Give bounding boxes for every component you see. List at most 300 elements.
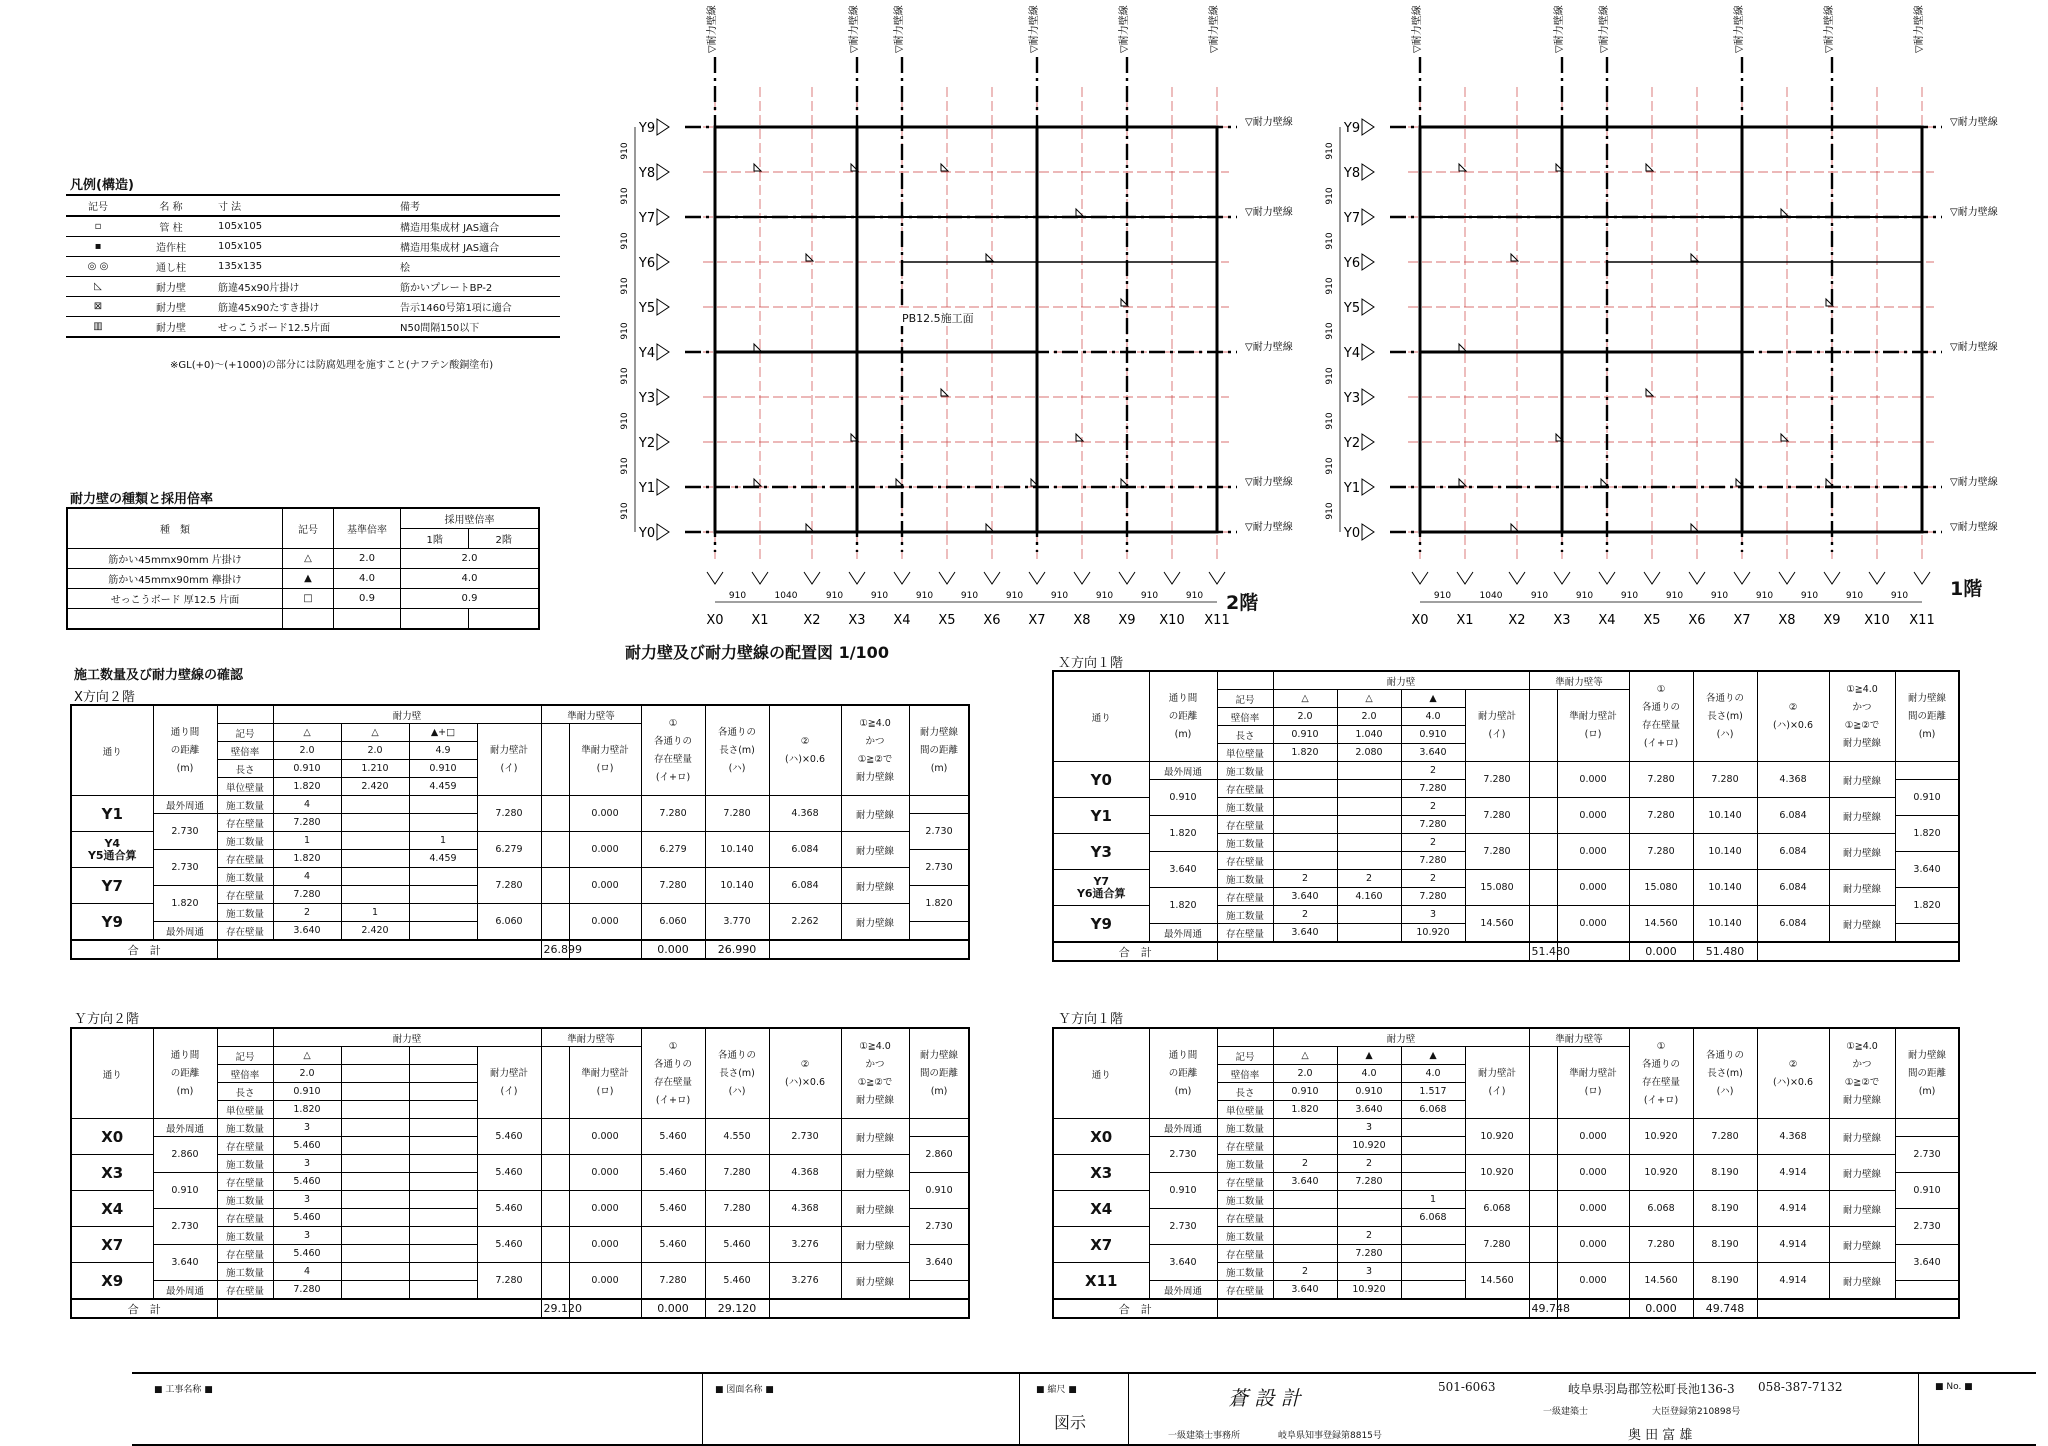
required-value: 6.084 bbox=[769, 832, 841, 868]
calc-table-y1 bbox=[1052, 1027, 1960, 1319]
exist-part bbox=[1337, 852, 1401, 870]
header-between-line: 耐力壁線 bbox=[1908, 1049, 1947, 1061]
header-sum-line: (イ) bbox=[500, 762, 518, 774]
header-required-line: ② bbox=[800, 735, 810, 747]
exist-value: 5.460 bbox=[641, 1191, 705, 1227]
sum-value: 5.460 bbox=[477, 1227, 541, 1263]
exist-part: 10.920 bbox=[1337, 1137, 1401, 1155]
header-length-line: (ハ) bbox=[728, 762, 746, 774]
edge-label: 最外周通 bbox=[153, 1281, 217, 1300]
total-semi: 0.000 bbox=[1629, 1299, 1693, 1318]
count-value: 2 bbox=[1401, 798, 1465, 816]
between-blank bbox=[1895, 762, 1959, 780]
tb-no-label: ■ No. ■ bbox=[1935, 1382, 1973, 1392]
header-distance-line: (m) bbox=[176, 1085, 194, 1097]
total-row bbox=[71, 1299, 969, 1318]
semi-value: 0.000 bbox=[569, 904, 641, 941]
street-name bbox=[1053, 798, 1149, 834]
exist-part bbox=[1337, 1209, 1401, 1227]
tb-tel: 058-387-7132 bbox=[1758, 1380, 1843, 1394]
count-value bbox=[409, 868, 477, 886]
grid-label-x: X9 bbox=[1823, 613, 1841, 628]
street-name bbox=[1053, 1263, 1149, 1300]
length-value: 8.190 bbox=[1693, 1155, 1757, 1191]
tb-scale-label: ■ 縮尺 ■ bbox=[1036, 1385, 1077, 1395]
exist-label: 存在壁量 bbox=[217, 814, 273, 832]
result-value: 耐力壁線 bbox=[841, 868, 909, 904]
header-distance bbox=[153, 1028, 217, 1119]
header-semi: 準耐力壁等 bbox=[541, 1028, 641, 1047]
header-syms: △ bbox=[273, 1047, 341, 1065]
header-exist bbox=[1629, 671, 1693, 762]
edge-label: 最外周通 bbox=[153, 922, 217, 941]
grid-marker bbox=[1689, 572, 1705, 584]
header-distance-line: (m) bbox=[1174, 1085, 1192, 1097]
street-label: X7 bbox=[1090, 1235, 1113, 1254]
grid-marker bbox=[657, 434, 669, 450]
title-block bbox=[132, 1372, 2036, 1446]
header-exist-line: 各通りの bbox=[1642, 1058, 1681, 1070]
street-label: X3 bbox=[101, 1163, 124, 1182]
dimension-y: 910 bbox=[1325, 187, 1335, 205]
grid-marker bbox=[1074, 572, 1090, 584]
count-label: 施工数量 bbox=[217, 796, 273, 814]
tb-scale bbox=[1018, 1374, 1129, 1444]
between-blank bbox=[909, 796, 969, 814]
sum-value: 15.080 bbox=[1465, 870, 1529, 906]
street-name bbox=[71, 1263, 153, 1300]
header-condition bbox=[841, 1028, 909, 1119]
count-label: 施工数量 bbox=[1217, 1263, 1273, 1281]
exist-value: 7.280 bbox=[1629, 1227, 1693, 1263]
street-label: Y3 bbox=[1090, 842, 1112, 861]
semi-blank bbox=[1529, 1155, 1557, 1191]
sum-value: 6.060 bbox=[477, 904, 541, 941]
grid-label-x: X6 bbox=[983, 613, 1001, 628]
header-unit: 4.459 bbox=[409, 778, 477, 796]
between-value: 0.910 bbox=[909, 1173, 969, 1209]
rates-type: 筋かい45mmx90mm 片掛け bbox=[67, 549, 283, 569]
count-value bbox=[341, 1119, 409, 1137]
distance-value: 1.820 bbox=[1149, 816, 1217, 852]
tb-office-sub: 一級建築士事務所 bbox=[1168, 1431, 1241, 1441]
count-value bbox=[341, 868, 409, 886]
total-exist: 49.748 bbox=[1693, 1299, 1757, 1318]
dimension-x: 1040 bbox=[1479, 591, 1503, 601]
semi-blank bbox=[541, 832, 569, 868]
street-label: X9 bbox=[101, 1271, 124, 1290]
length-value: 5.460 bbox=[705, 1227, 769, 1263]
header-condition-line: かつ bbox=[1852, 1058, 1872, 1070]
count-value bbox=[1337, 906, 1401, 924]
legend-header: 備考 bbox=[394, 195, 560, 216]
exist-value: 10.920 bbox=[1629, 1119, 1693, 1155]
header-length-line: 各通りの bbox=[1706, 1049, 1745, 1061]
wall-line-tag: ▽耐力壁線 bbox=[1245, 117, 1293, 128]
header-condition-line: かつ bbox=[865, 1058, 885, 1070]
legend-name: 耐力壁 bbox=[156, 283, 186, 294]
grid-marker bbox=[1029, 572, 1045, 584]
grid-label-x: X8 bbox=[1073, 613, 1091, 628]
grid-label-y: Y8 bbox=[638, 166, 656, 181]
header-sum-line: (イ) bbox=[500, 1085, 518, 1097]
header-between bbox=[1895, 1028, 1959, 1119]
exist-part bbox=[409, 1245, 477, 1263]
legend-title: 凡例(構造) bbox=[70, 178, 134, 193]
total-label: 合 計 bbox=[71, 940, 217, 959]
dimension-y: 910 bbox=[1325, 322, 1335, 340]
dimension-y: 910 bbox=[1325, 412, 1335, 430]
count-value: 3 bbox=[1401, 906, 1465, 924]
wall-line-tag: ▽耐力壁線 bbox=[894, 5, 905, 53]
exist-label: 存在壁量 bbox=[1217, 1245, 1273, 1263]
header-len bbox=[409, 1083, 477, 1101]
semi-blank bbox=[1529, 1191, 1557, 1227]
required-value: 3.276 bbox=[769, 1227, 841, 1263]
required-value: 4.368 bbox=[769, 1191, 841, 1227]
grid-marker bbox=[804, 572, 820, 584]
header-len: 0.910 bbox=[1337, 1083, 1401, 1101]
between-value: 2.730 bbox=[1895, 1209, 1959, 1245]
header-bai: 2.0 bbox=[273, 1065, 341, 1083]
total-exist: 51.480 bbox=[1693, 942, 1757, 961]
exist-part: 3.640 bbox=[273, 922, 341, 941]
count-value bbox=[409, 904, 477, 922]
length-value: 3.770 bbox=[705, 904, 769, 941]
calc-title: 施工数量及び耐力壁線の確認 bbox=[74, 668, 244, 683]
header-exist-line: (イ+ロ) bbox=[655, 1094, 691, 1106]
exist-part: 7.280 bbox=[1337, 1173, 1401, 1191]
header-exist-line: 各通りの bbox=[1642, 701, 1681, 713]
tb-drawing-name bbox=[702, 1374, 1020, 1444]
required-value: 6.084 bbox=[1757, 798, 1829, 834]
brace-mark bbox=[1076, 209, 1083, 216]
header-required-line: ② bbox=[1788, 1058, 1798, 1070]
wall-line-tag: ▽耐力壁線 bbox=[1950, 522, 1998, 533]
street-name bbox=[71, 1227, 153, 1263]
rates-base: 4.0 bbox=[334, 569, 401, 589]
header-distance-line: の距離 bbox=[170, 744, 200, 756]
exist-part: 6.068 bbox=[1401, 1209, 1465, 1227]
header-condition-line: 耐力壁線 bbox=[856, 1094, 895, 1106]
dimension-y: 910 bbox=[1325, 142, 1335, 160]
header-syms: ▲+□ bbox=[409, 724, 477, 742]
rates-row bbox=[67, 549, 539, 569]
header-required-line: (ハ)×0.6 bbox=[1773, 1076, 1814, 1088]
sum-value: 7.280 bbox=[477, 868, 541, 904]
semi-value: 0.000 bbox=[1557, 1263, 1629, 1300]
count-value: 2 bbox=[1337, 870, 1401, 888]
grid-label-x: X10 bbox=[1864, 613, 1890, 628]
header-required-line: ② bbox=[800, 1058, 810, 1070]
count-value bbox=[341, 1227, 409, 1245]
exist-part: 7.280 bbox=[1337, 1245, 1401, 1263]
calc-table-y2 bbox=[70, 1027, 970, 1319]
header-label: 単位壁量 bbox=[1217, 744, 1273, 762]
rates-sym: □ bbox=[283, 589, 334, 609]
length-value: 10.140 bbox=[1693, 834, 1757, 870]
between-value: 1.820 bbox=[909, 886, 969, 922]
exist-part: 5.460 bbox=[273, 1209, 341, 1227]
grid-label-x: X11 bbox=[1204, 613, 1230, 628]
semi-blank bbox=[541, 1155, 569, 1191]
grid-marker bbox=[1119, 572, 1135, 584]
count-label: 施工数量 bbox=[217, 1119, 273, 1137]
count-value bbox=[1401, 1263, 1465, 1281]
semi-blank bbox=[1529, 906, 1557, 943]
tb-address: 岐阜県羽島郡笠松町長池136-3 bbox=[1568, 1382, 1735, 1396]
semi-blank bbox=[1529, 798, 1557, 834]
exist-part bbox=[341, 1173, 409, 1191]
grid-label-y: Y8 bbox=[1343, 166, 1361, 181]
wall-line-tag: ▽耐力壁線 bbox=[1950, 477, 1998, 488]
grid-marker bbox=[707, 572, 723, 584]
header-unit bbox=[341, 1101, 409, 1119]
header-required-line: (ハ)×0.6 bbox=[785, 1076, 826, 1088]
grid-label-y: Y0 bbox=[638, 526, 656, 541]
required-value: 6.084 bbox=[1757, 870, 1829, 906]
legend-footnote: ※GL(+0)～(+1000)の部分には防腐処理を施すこと(ナフテン酸銅塗布) bbox=[170, 360, 494, 371]
table-x1-title: Ｘ方向１階 bbox=[1058, 656, 1124, 671]
sum-value: 7.280 bbox=[1465, 834, 1529, 870]
street-label: Y0 bbox=[1090, 770, 1112, 789]
rates-factor: 0.9 bbox=[401, 589, 540, 609]
grid-marker bbox=[1362, 389, 1374, 405]
header-length-line: (ハ) bbox=[728, 1085, 746, 1097]
header-sum bbox=[1465, 690, 1529, 762]
street-name bbox=[1053, 834, 1149, 870]
legend-row bbox=[66, 297, 560, 317]
exist-part bbox=[1337, 816, 1401, 834]
between-value: 3.640 bbox=[909, 1245, 969, 1281]
grid-marker bbox=[1362, 524, 1374, 540]
distance-value: 1.820 bbox=[153, 886, 217, 922]
dimension-x: 910 bbox=[960, 591, 979, 601]
exist-part bbox=[341, 850, 409, 868]
count-value: 1 bbox=[341, 904, 409, 922]
header-label: 記号 bbox=[217, 1047, 273, 1065]
calc-table-x2 bbox=[70, 704, 970, 960]
table-y1 bbox=[1052, 1027, 1960, 1319]
required-value: 2.730 bbox=[769, 1119, 841, 1155]
between-blank bbox=[1895, 1281, 1959, 1300]
count-label: 施工数量 bbox=[1217, 1227, 1273, 1245]
grid-marker bbox=[1209, 572, 1225, 584]
header-label: 壁倍率 bbox=[1217, 1065, 1273, 1083]
semi-blank bbox=[541, 1263, 569, 1300]
street-label: Y9 bbox=[101, 912, 123, 931]
length-value: 5.460 bbox=[705, 1263, 769, 1300]
header-between-line: (m) bbox=[1918, 1085, 1936, 1097]
header-syms: △ bbox=[341, 724, 409, 742]
total-blank bbox=[1757, 1299, 1959, 1318]
header-between bbox=[909, 705, 969, 796]
grid-marker bbox=[894, 572, 910, 584]
exist-value: 5.460 bbox=[641, 1155, 705, 1191]
legend-size: 筋違45x90たすき掛け bbox=[218, 303, 320, 314]
exist-part: 7.280 bbox=[1401, 816, 1465, 834]
header-distance-line: 通り間 bbox=[1168, 1049, 1198, 1061]
header-length bbox=[705, 1028, 769, 1119]
plan-floor1 bbox=[1325, 5, 1998, 628]
exist-part: 4.160 bbox=[1337, 888, 1401, 906]
semi-blank bbox=[1529, 1263, 1557, 1300]
total-blank bbox=[1217, 942, 1529, 961]
grid-marker bbox=[849, 572, 865, 584]
rates-header-base: 基準倍率 bbox=[334, 508, 401, 549]
exist-label: 存在壁量 bbox=[217, 1281, 273, 1300]
tb-office-reg: 岐阜県知事登録第8815号 bbox=[1278, 1431, 1382, 1441]
exist-part bbox=[1273, 1245, 1337, 1263]
length-value: 7.280 bbox=[705, 1191, 769, 1227]
wall-line-tag: ▽耐力壁線 bbox=[1245, 522, 1293, 533]
semi-value: 0.000 bbox=[1557, 906, 1629, 943]
total-semi: 0.000 bbox=[641, 1299, 705, 1318]
total-semi: 0.000 bbox=[1629, 942, 1693, 961]
street-label: X11 bbox=[1085, 1271, 1118, 1290]
street-name bbox=[71, 868, 153, 904]
street-name bbox=[71, 1119, 153, 1155]
grid-label-x: X4 bbox=[893, 613, 911, 628]
legend-size: 筋違45x90片掛け bbox=[218, 283, 300, 294]
header-blank bbox=[217, 705, 273, 724]
header-semisum-line: 準耐力壁計 bbox=[581, 744, 629, 756]
edge-label: 最外周通 bbox=[1149, 1119, 1217, 1137]
header-between-line: 耐力壁線 bbox=[920, 1049, 959, 1061]
count-value: 2 bbox=[1401, 870, 1465, 888]
legend-note: 筋かいプレートBP-2 bbox=[400, 283, 493, 294]
street-label: X4 bbox=[1090, 1199, 1113, 1218]
wall-line-tag: ▽耐力壁線 bbox=[1950, 117, 1998, 128]
sum-value: 7.280 bbox=[1465, 1227, 1529, 1263]
grid-marker bbox=[1362, 479, 1374, 495]
required-value: 6.084 bbox=[1757, 906, 1829, 943]
header-condition-line: ①≧4.0 bbox=[859, 717, 891, 729]
sum-value: 7.280 bbox=[477, 1263, 541, 1300]
header-semi-blank bbox=[541, 1047, 569, 1119]
header-label: 長さ bbox=[1217, 1083, 1273, 1101]
street-name bbox=[71, 832, 153, 868]
between-value: 0.910 bbox=[1895, 780, 1959, 816]
total-label: 合 計 bbox=[1053, 942, 1217, 961]
header-between-line: 間の距離 bbox=[1908, 1067, 1947, 1079]
dimension-x: 910 bbox=[915, 591, 934, 601]
grid-marker bbox=[1779, 572, 1795, 584]
exist-part bbox=[1401, 1173, 1465, 1191]
header-sum bbox=[477, 724, 541, 796]
result-value: 耐力壁線 bbox=[841, 1263, 909, 1300]
header-exist-line: (イ+ロ) bbox=[655, 771, 691, 783]
grid-marker bbox=[939, 572, 955, 584]
header-condition-line: ①≧②で bbox=[1844, 1076, 1880, 1088]
legend-header: 寸 法 bbox=[212, 195, 394, 216]
rates-header-f2: 2階 bbox=[469, 529, 539, 549]
exist-value: 10.920 bbox=[1629, 1155, 1693, 1191]
header-semisum-line: (ロ) bbox=[1584, 728, 1602, 740]
street-label: X4 bbox=[101, 1199, 124, 1218]
header-distance-line: 通り間 bbox=[170, 726, 200, 738]
count-value: 2 bbox=[1273, 1263, 1337, 1281]
count-value bbox=[341, 1155, 409, 1173]
header-exist-line: ① bbox=[1656, 683, 1666, 695]
grid-marker bbox=[657, 389, 669, 405]
dimension-x: 910 bbox=[1140, 591, 1159, 601]
header-wall: 耐力壁 bbox=[273, 705, 541, 724]
wall-line-tag: ▽耐力壁線 bbox=[1950, 342, 1998, 353]
wall-line-tag: ▽耐力壁線 bbox=[1914, 5, 1925, 53]
count-value bbox=[1337, 798, 1401, 816]
header-condition-line: 耐力壁線 bbox=[1843, 737, 1882, 749]
count-value bbox=[409, 1119, 477, 1137]
dimension-x: 910 bbox=[1890, 591, 1909, 601]
tb-no bbox=[1918, 1374, 2037, 1444]
grid-marker bbox=[657, 119, 669, 135]
dimension-y: 910 bbox=[620, 367, 630, 385]
legend-size: 105x105 bbox=[218, 241, 263, 252]
legend-row bbox=[66, 317, 560, 338]
required-value: 3.276 bbox=[769, 1263, 841, 1300]
count-value bbox=[1273, 1119, 1337, 1137]
dimension-y: 910 bbox=[620, 457, 630, 475]
tb-project-label: ■ 工事名称 ■ bbox=[154, 1385, 213, 1395]
exist-part: 5.460 bbox=[273, 1245, 341, 1263]
street-name bbox=[1053, 870, 1149, 906]
header-blank bbox=[217, 1028, 273, 1047]
data-row bbox=[71, 1119, 969, 1137]
dimension-x: 910 bbox=[1620, 591, 1639, 601]
pb-note: PB12.5施工面 bbox=[902, 312, 974, 325]
outer-wall bbox=[1420, 127, 1922, 532]
grid-label-x: X2 bbox=[1508, 613, 1526, 628]
header-blank bbox=[1217, 671, 1273, 690]
header-between bbox=[909, 1028, 969, 1119]
count-label: 施工数量 bbox=[1217, 870, 1273, 888]
header-length-line: (ハ) bbox=[1716, 728, 1734, 740]
header-unit: 2.420 bbox=[341, 778, 409, 796]
length-value: 7.280 bbox=[1693, 1119, 1757, 1155]
header-unit: 1.820 bbox=[273, 778, 341, 796]
grid-marker bbox=[1509, 572, 1525, 584]
count-value bbox=[409, 1227, 477, 1245]
header-street: 通り bbox=[71, 705, 153, 796]
required-value: 4.368 bbox=[769, 796, 841, 832]
header-semisum bbox=[1557, 690, 1629, 762]
street-label: Y1 bbox=[1090, 806, 1112, 825]
header-sum bbox=[477, 1047, 541, 1119]
legend-header: 名 称 bbox=[130, 195, 212, 216]
header-between-line: (m) bbox=[1918, 728, 1936, 740]
wall-line-tag: ▽耐力壁線 bbox=[849, 5, 860, 53]
semi-blank bbox=[541, 904, 569, 941]
distance-value: 0.910 bbox=[1149, 1173, 1217, 1209]
header-between-line: 間の距離 bbox=[920, 744, 959, 756]
wall-line-tag: ▽耐力壁線 bbox=[1824, 5, 1835, 53]
exist-part: 4.459 bbox=[409, 850, 477, 868]
grid-marker bbox=[1869, 572, 1885, 584]
header-distance-line: の距離 bbox=[170, 1067, 200, 1079]
header-exist bbox=[1629, 1028, 1693, 1119]
count-value: 1 bbox=[1401, 1191, 1465, 1209]
rates-header-sym: 記号 bbox=[283, 508, 334, 549]
header-unit: 6.068 bbox=[1401, 1101, 1465, 1119]
exist-part bbox=[1401, 1245, 1465, 1263]
header-bai: 2.0 bbox=[1273, 1065, 1337, 1083]
dimension-y: 910 bbox=[620, 322, 630, 340]
header-row bbox=[71, 1028, 969, 1047]
semi-value: 0.000 bbox=[1557, 1191, 1629, 1227]
header-label: 単位壁量 bbox=[1217, 1101, 1273, 1119]
header-len: 0.910 bbox=[273, 1083, 341, 1101]
